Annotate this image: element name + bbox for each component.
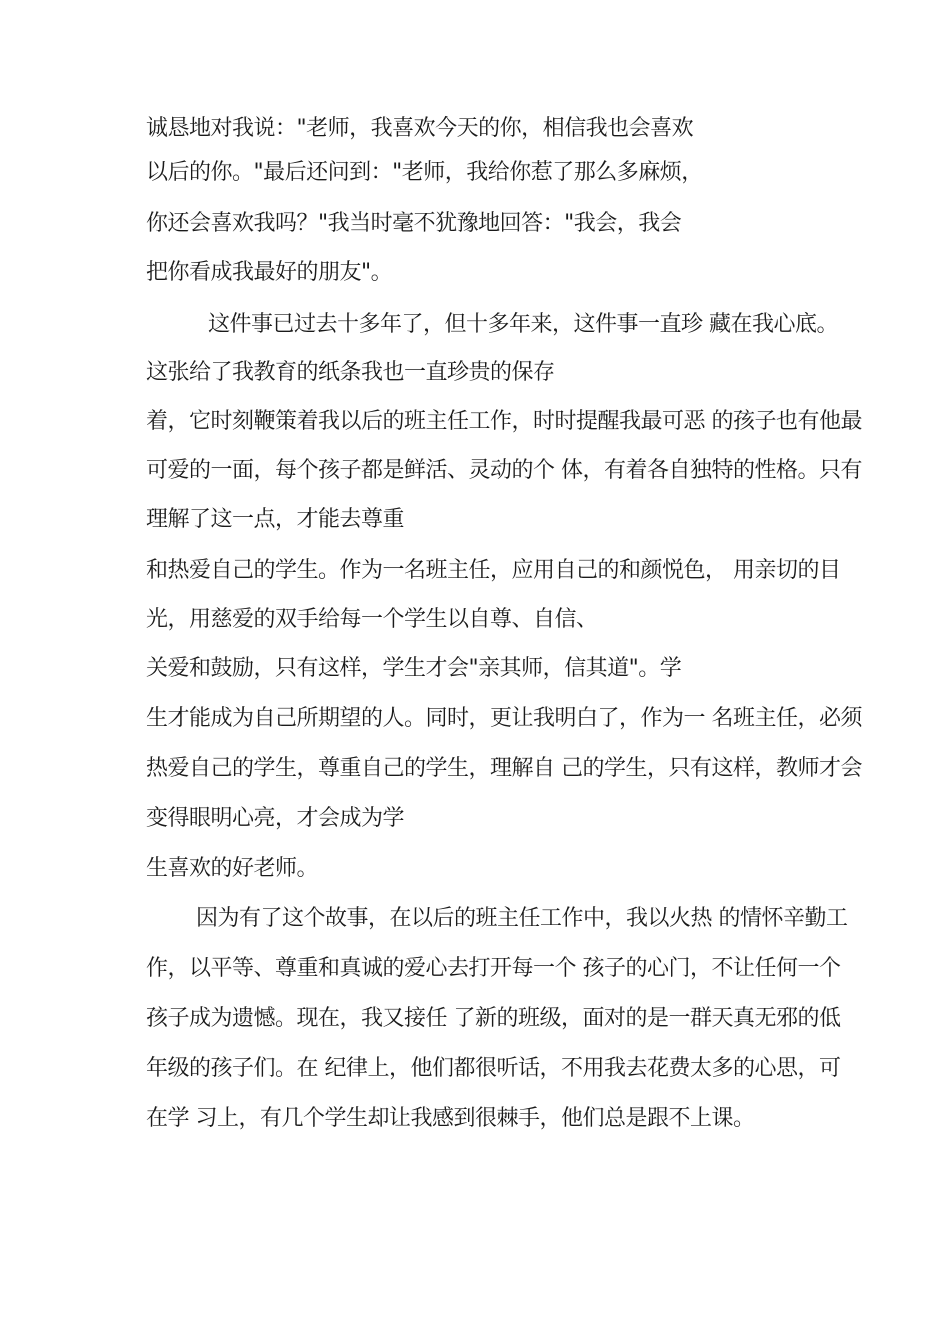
text-line: 这件事已过去十多年了，但十多年来，这件事一直珍 藏在我心底。 xyxy=(208,312,838,337)
text-line: 着，它时刻鞭策着我以后的班主任工作，时时提醒我最可恶 的孩子也有他最 xyxy=(146,409,862,434)
text-line: 生喜欢的好老师。 xyxy=(146,856,319,881)
text-line: 变得眼明心亮，才会成为学 xyxy=(146,806,405,831)
text-line: 把你看成我最好的朋友"。 xyxy=(146,260,393,285)
text-line: 因为有了这个故事，在以后的班主任工作中，我以火热 的情怀辛勤工 xyxy=(196,906,848,931)
text-line: 孩子成为遗憾。现在，我又接任 了新的班级，面对的是一群天真无邪的低 xyxy=(146,1006,841,1031)
text-line: 年级的孩子们。在 纪律上，他们都很听话，不用我去花费太多的心思，可 xyxy=(146,1056,841,1081)
text-line: 理解了这一点，才能去尊重 xyxy=(146,507,405,532)
text-line: 在学 习上，有几个学生却让我感到很棘手，他们总是跟不上课。 xyxy=(146,1106,755,1131)
text-line: 以后的你。"最后还问到："老师，我给你惹了那么多麻烦， xyxy=(146,160,703,185)
text-line: 和热爱自己的学生。作为一名班主任，应用自己的和颜悦色， 用亲切的目 xyxy=(146,558,841,583)
text-line: 生才能成为自己所期望的人。同时，更让我明白了，作为一 名班主任，必须 xyxy=(146,706,862,731)
text-line: 这张给了我教育的纸条我也一直珍贵的保存 xyxy=(146,360,555,385)
text-line: 关爱和鼓励，只有这样，学生才会"亲其师，信其道"。学 xyxy=(146,656,682,681)
text-line: 光，用慈爱的双手给每一个学生以自尊、自信、 xyxy=(146,607,598,632)
text-line: 作，以平等、尊重和真诚的爱心去打开每一个 孩子的心门，不让任何一个 xyxy=(146,956,841,981)
text-line: 可爱的一面，每个孩子都是鲜活、灵动的个 体，有着各自独特的性格。只有 xyxy=(146,458,862,483)
text-line: 你还会喜欢我吗？"我当时毫不犹豫地回答："我会，我会 xyxy=(146,211,682,236)
text-line: 诚恳地对我说："老师，我喜欢今天的你，相信我也会喜欢 xyxy=(146,116,694,141)
text-line: 热爱自己的学生，尊重自己的学生，理解自 己的学生，只有这样，教师才会 xyxy=(146,756,862,781)
